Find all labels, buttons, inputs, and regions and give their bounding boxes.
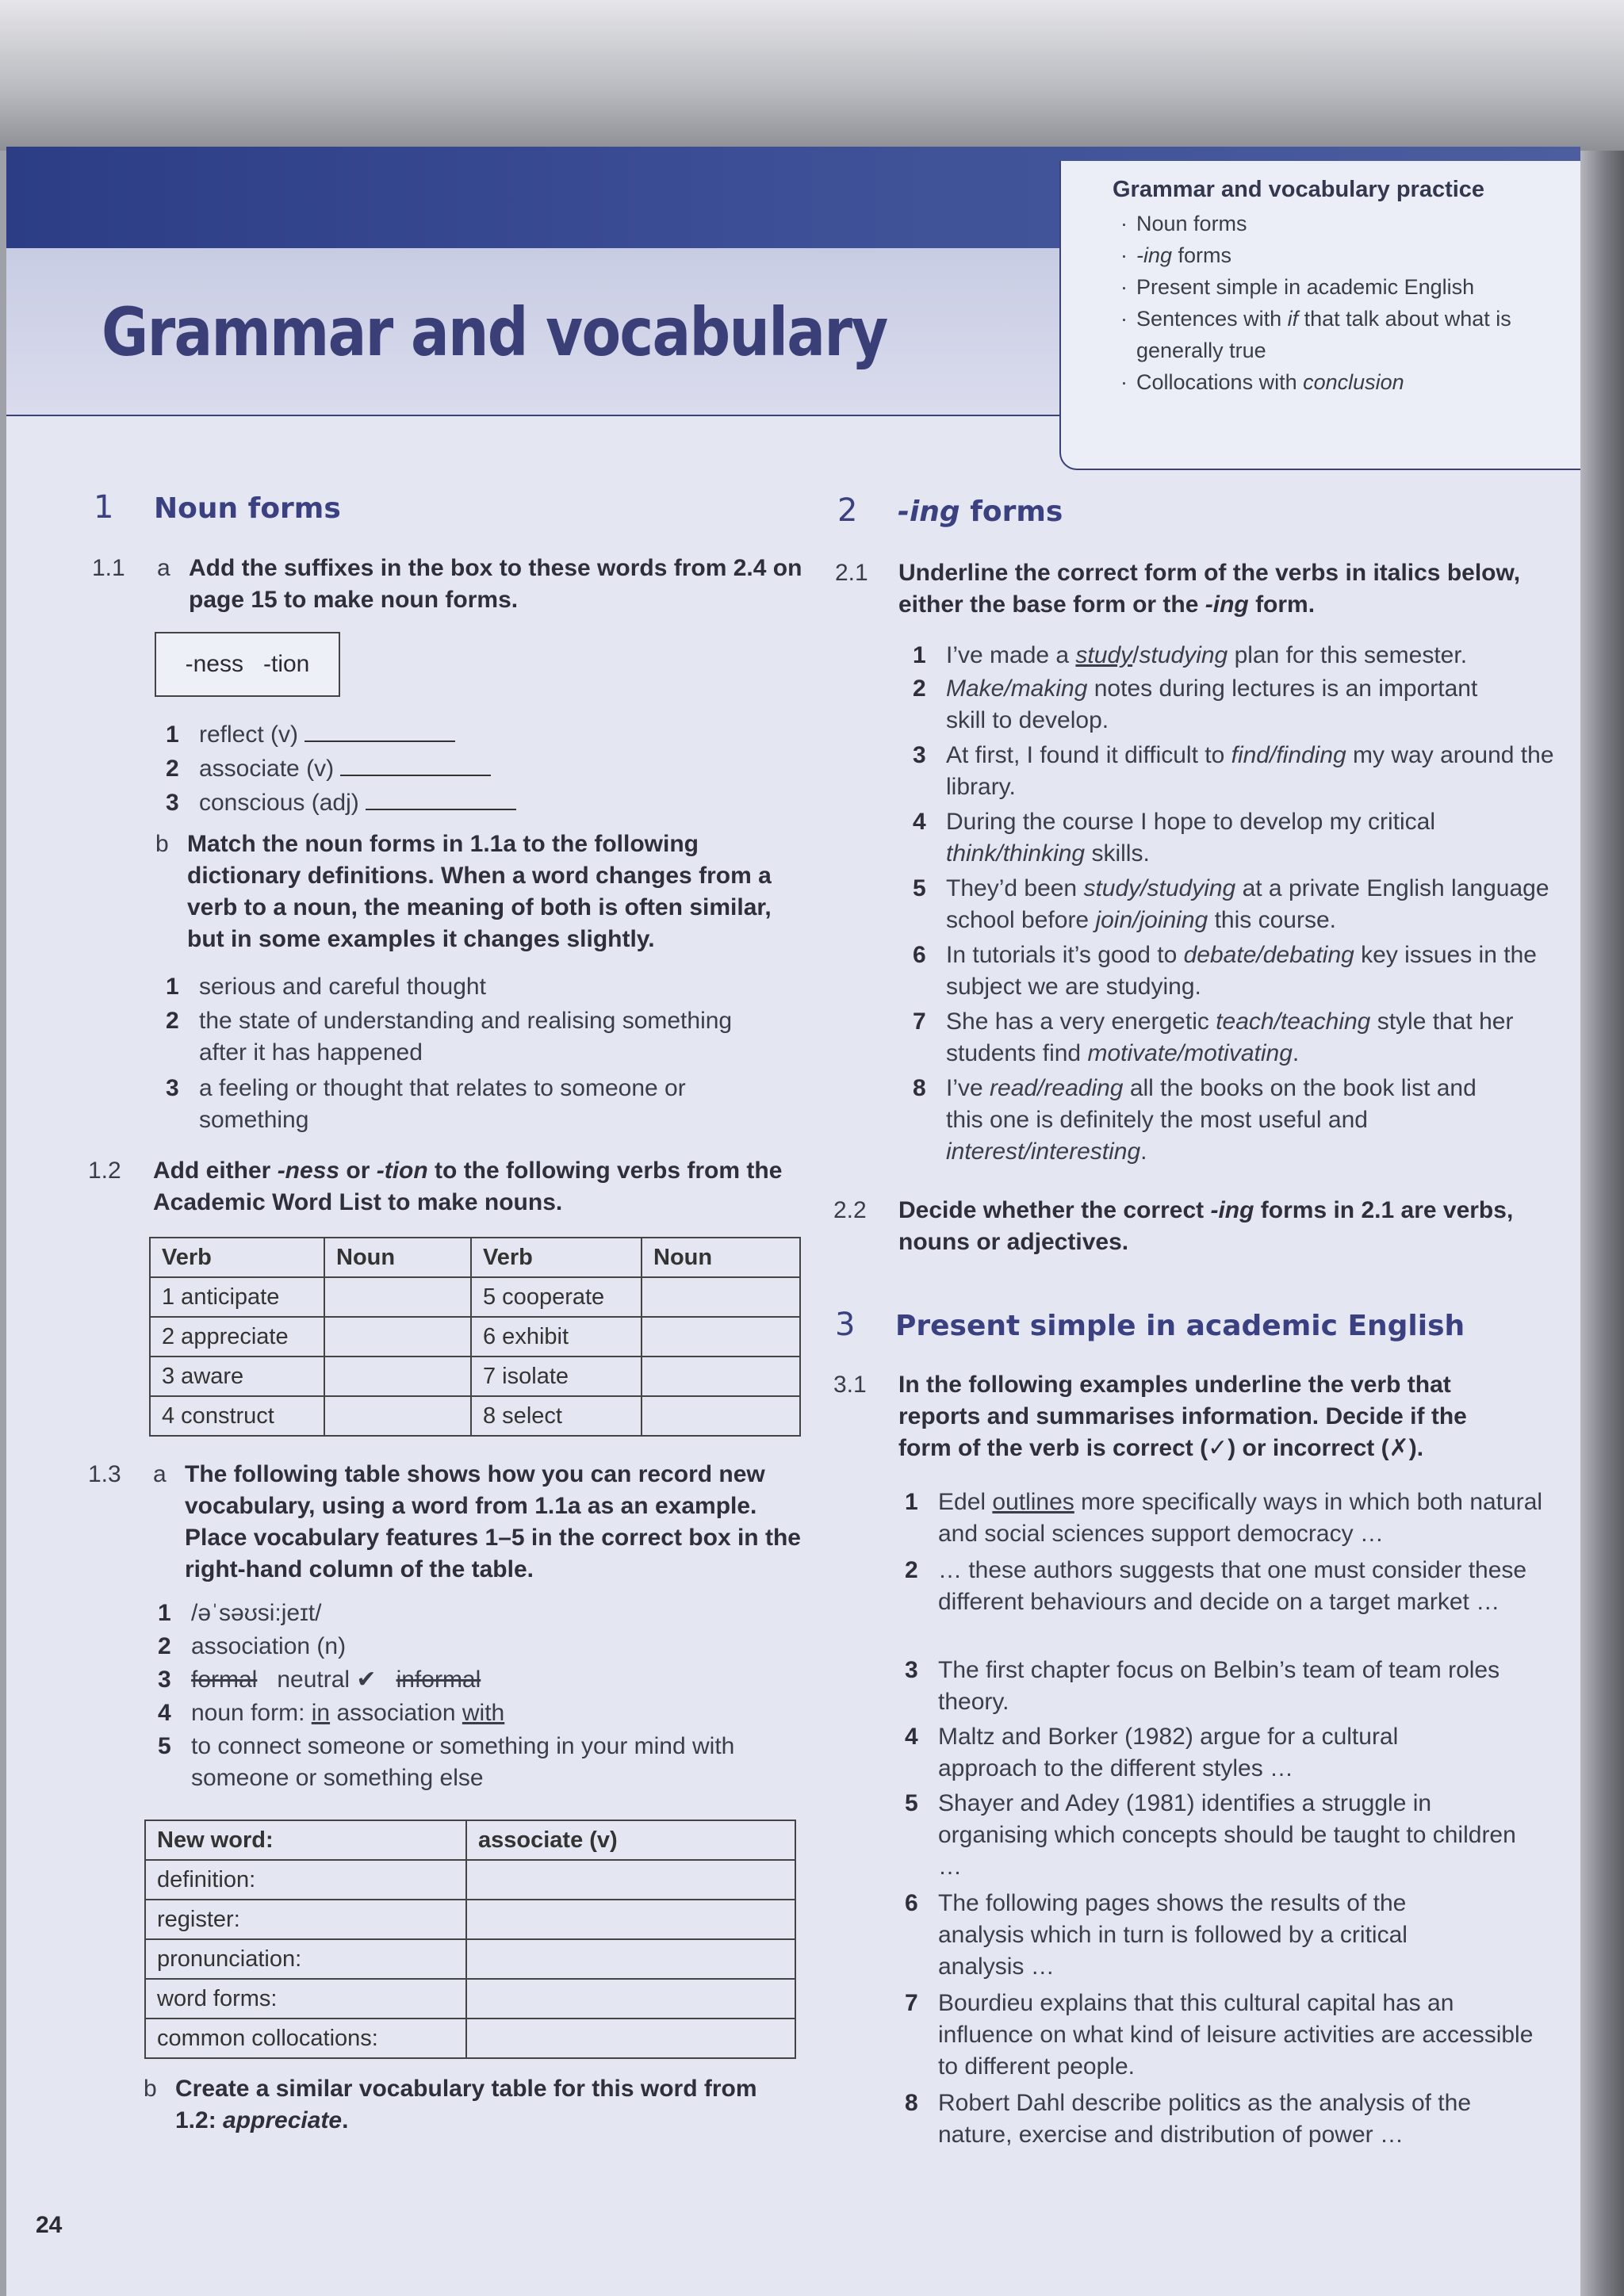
present-simple-item: 3 The first chapter focus on Belbin’s team of team roles theory. xyxy=(905,1657,1500,1715)
answer-cell[interactable] xyxy=(642,1317,800,1357)
ing-item: 6 In tutorials it’s good to debate/debating key issues in the subject we are studying. xyxy=(913,942,1537,1000)
practice-item: · Sentences with if that talk about what is generally true xyxy=(1120,303,1580,366)
present-simple-item: 4 Maltz and Borker (1982) argue for a cultural approach to the different styles … xyxy=(905,1724,1399,1781)
scan-background xyxy=(0,0,1624,151)
ing-item: 4 During the course I hope to develop my critical think/thinking skills. xyxy=(913,809,1435,867)
present-simple-item: 8 Robert Dahl describe politics as the analysis of the nature, exercise and distribution of power … xyxy=(905,2090,1472,2148)
section-3-heading: 3 Present simple in academic English xyxy=(835,1307,1465,1343)
answer-cell[interactable] xyxy=(324,1357,471,1396)
present-simple-item: 6 The following pages shows the results of the analysis which in turn is followed by a critical analysis … xyxy=(905,1890,1408,1980)
ing-item: 7 She has a very energetic teach/teaching style that her students find motivate/motivating. xyxy=(913,1008,1514,1066)
present-simple-item: 5 Shayer and Adey (1981) identifies a struggle in organising which concepts should be taught to children … xyxy=(905,1790,1516,1880)
table-row: 2 appreciate 6 exhibit xyxy=(150,1317,800,1357)
practice-item: · Noun forms xyxy=(1120,208,1580,239)
page-edge-shadow xyxy=(1574,151,1624,2296)
ing-item: 2 Make/making notes during lectures is an important skill to develop. xyxy=(913,675,1478,733)
textbook-page: Grammar and vocabulary Grammar and vocabulary practice · Noun forms · -ing forms · Present simple in academic English · Sentences with if that talk about what is generally true · Collocations with conclusion 1 Noun forms 1.1 a Add the suffixes in the box to these words from 2.4 on page 15 to make noun forms. -ness -tion 1 reflect (v) 2 associate (v) 3 conscious (adj) b Match the noun forms in 1.1a to the following dictionary definitions. When a word changes from a verb to a noun, the meaning of both is often similar, but in some examples it changes slightly. 1 serious and careful thought 2 the state of understanding and realising something after it has happened 3 a feeling or thought that relates to someone or something 1.2 Add either -ness or -tion to the following verbs from the Academic Word List to make nouns. Verb Noun Verb Noun 1 anticipate 5 cooperate 2 appreciate 6 exhibit 3 aware 7 isolate 4 construct 8 select 1.3 a The following table shows how you can record new vocabulary, using a word from 1.1a as an example. Place vocabulary features 1–5 in the correct box in the right-hand column of the table. 1 /əˈsəʊsi:jeɪt/ 2 association (n) 3 formal neutral ✔ informal 4 noun form: in association with 5 to connect someone or something in your mind with someone or something else New word: associate (v) definition: register: pronunciation: word forms: common collocations: b Create a similar vocabulary table for this word from 1.2: appreciate. 2 -ing forms 2.1 Underline the correct form of the verbs in italics below, either the base form or the -ing form. 1 I’ve made a study/studying plan for this semester. 2 Make/making notes during lectures is an important skill to develop. 3 At first, I found it difficult to find/finding my way around the library. 4 During the course I hope to develop my critical think/thinking skills. 5 They’d been study/studying at a private English language school before join/joining this course. 6 In tutorials it’s good to debate/debating key issues in the subject we are studying. 7 She has a very energetic teach/teaching style that her students find motivate/motivating. 8 I’ve read/reading all the books on the book list and this one is definitely the most useful and interest/interesting. 2.2 Decide whether the correct -ing forms in 2.1 are verbs, nouns or adjectives. 3 Present simple in academic English 3.1 In the following examples underline the verb that reports and summarises information. Decide if the form of the verb is correct (✓) or incorrect (✗). 1 Edel outlines more specifically ways in which both natural and social sciences support democracy … 2 … these authors suggests that one must consider these different behaviours and decide on a target market … 3 The first chapter focus on Belbin’s team of team roles theory. 4 Maltz and Borker (1982) argue for a cultural approach to the different styles … 5 Shayer and Adey (1981) identifies a struggle in organising which concepts should be taught to children … 6 The following pages shows the results of the analysis which in turn is followed by a critical analysis … 7 Bourdieu explains that this cultural capital has an influence on what kind of leisure activities are accessible to different people. 8 Robert Dahl describe politics as the analysis of the nature, exercise and distribution of power … xyxy=(6,147,1580,2296)
table-row: 4 construct 8 select xyxy=(150,1396,800,1436)
table-row: definition: xyxy=(145,1860,795,1900)
definition-item: 1 serious and careful thought xyxy=(166,974,486,1000)
ing-item: 8 I’ve read/reading all the books on the book list and this one is definitely the most useful and interest/interesting. xyxy=(913,1075,1477,1165)
answer-cell[interactable] xyxy=(642,1357,800,1396)
present-simple-item: 7 Bourdieu explains that this cultural capital has an influence on what kind of leisure activities are accessible to different people. xyxy=(905,1990,1534,2080)
table-row: pronunciation: xyxy=(145,1939,795,1979)
word-item: 3 conscious (adj) xyxy=(199,787,516,819)
section-1-heading: 1 Noun forms xyxy=(94,489,341,526)
answer-cell[interactable] xyxy=(642,1396,800,1436)
answer-cell[interactable] xyxy=(324,1317,471,1357)
vocabulary-table: New word: associate (v) definition: register: pronunciation: word forms: common collocations: xyxy=(144,1820,796,2059)
practice-item: · Collocations with conclusion xyxy=(1120,366,1580,398)
word-item: 2 associate (v) xyxy=(199,753,491,785)
practice-box xyxy=(1059,161,1580,470)
ing-item: 5 They’d been study/studying at a private English language school before join/joining this course. xyxy=(913,875,1549,933)
suffix-box: -ness -tion xyxy=(155,632,340,697)
ing-item: 1 I’ve made a study/studying plan for this semester. xyxy=(913,642,1468,668)
practice-item: · -ing forms xyxy=(1120,239,1580,271)
answer-cell[interactable] xyxy=(466,1939,795,1979)
answer-cell[interactable] xyxy=(466,1860,795,1900)
table-row: 1 anticipate 5 cooperate xyxy=(150,1277,800,1317)
feature-item: 4 noun form: in association with xyxy=(158,1700,505,1726)
practice-item: · Present simple in academic English xyxy=(1120,271,1580,303)
definition-item: 2 the state of understanding and realising something after it has happened xyxy=(166,1008,733,1066)
answer-cell[interactable] xyxy=(324,1396,471,1436)
section-2-heading: 2 -ing forms xyxy=(837,492,1063,529)
header-rule xyxy=(6,415,1069,416)
suffix-table: Verb Noun Verb Noun 1 anticipate 5 cooperate 2 appreciate 6 exhibit 3 aware 7 isolate 4 construct 8 select xyxy=(149,1237,801,1437)
word-item: 1 reflect (v) xyxy=(199,719,455,751)
answer-cell[interactable] xyxy=(466,1979,795,2019)
definition-item: 3 a feeling or thought that relates to someone or something xyxy=(166,1075,686,1133)
table-row: register: xyxy=(145,1900,795,1939)
practice-list xyxy=(1120,208,1580,398)
feature-item: 2 association (n) xyxy=(158,1633,347,1659)
feature-item: 5 to connect someone or something in your mind with someone or something else xyxy=(158,1733,735,1791)
feature-item: 1 /əˈsəʊsi:jeɪt/ xyxy=(158,1600,322,1626)
table-row: word forms: xyxy=(145,1979,795,2019)
present-simple-item: 1 Edel outlines more specifically ways in which both natural and social sciences support democracy … xyxy=(905,1489,1543,1547)
present-simple-item: 2 … these authors suggests that one must consider these different behaviours and decide on a target market … xyxy=(905,1557,1527,1615)
answer-cell[interactable] xyxy=(642,1277,800,1317)
page-title: Grammar and vocabulary xyxy=(102,293,887,371)
ing-item: 3 At first, I found it difficult to find/finding my way around the library. xyxy=(913,742,1554,800)
table-row: 3 aware 7 isolate xyxy=(150,1357,800,1396)
practice-box-title: Grammar and vocabulary practice xyxy=(1113,177,1485,202)
table-row: common collocations: xyxy=(145,2019,795,2058)
answer-cell[interactable] xyxy=(466,1900,795,1939)
answer-cell[interactable] xyxy=(466,2019,795,2058)
answer-cell[interactable] xyxy=(324,1277,471,1317)
page-number: 24 xyxy=(36,2212,63,2238)
feature-item: 3 formal neutral ✔ informal xyxy=(158,1667,481,1693)
